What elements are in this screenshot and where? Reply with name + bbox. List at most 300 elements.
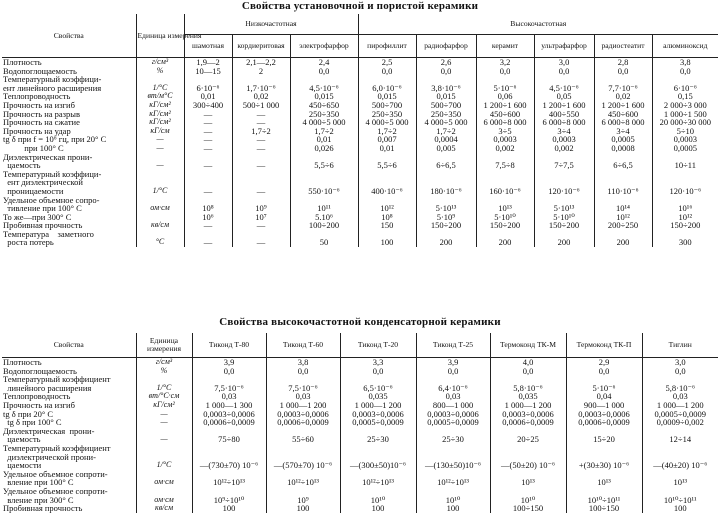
- cell-value: 10⁷: [232, 213, 290, 222]
- cell-value: 5·10⁻⁶: [566, 375, 642, 392]
- cell-value: 6,5·10⁻⁶: [340, 375, 416, 392]
- row-unit: вт/м°C: [136, 92, 184, 101]
- row-unit: 1/°C: [136, 375, 192, 392]
- cell-value: 500÷700: [358, 101, 416, 110]
- cell-value: 3,3: [340, 358, 416, 367]
- cell-value: 3,9: [416, 358, 490, 367]
- row-property: Прочность на сжатие: [3, 117, 80, 128]
- cell-value: 3,9: [192, 358, 266, 367]
- cell-value: 100: [266, 504, 340, 513]
- row-property: Теплопроводность: [3, 91, 71, 102]
- row-unit: %: [136, 367, 192, 376]
- row-property: Удельное объемное сопро- тивление при 100° C: [3, 194, 100, 214]
- cell-value: 5,5÷6: [290, 153, 358, 170]
- row-property: Диэлектрическая прони- цаемость: [3, 425, 95, 445]
- row-unit: °C: [136, 230, 184, 247]
- cell-value: 0,015: [358, 92, 416, 101]
- row-unit: кГ/см²: [136, 101, 184, 110]
- table-row: [2, 230, 718, 247]
- cell-value: 5·10¹³: [416, 196, 476, 213]
- cell-value: 400·10⁻⁶: [358, 170, 416, 196]
- cell-value: 0,05: [534, 92, 594, 101]
- table-row: [2, 170, 718, 196]
- cell-value: 6÷6,5: [594, 153, 652, 170]
- cell-value: —(130±50)10⁻⁶: [416, 444, 490, 470]
- cell-value: 3,8: [266, 358, 340, 367]
- row-unit: ом·см: [136, 487, 192, 504]
- row-unit: кГ/см²: [136, 110, 184, 119]
- row-unit: кГ/см²: [136, 401, 192, 410]
- header-material: алюминоксид: [652, 35, 718, 58]
- row-property: Прочность на разрыв: [3, 108, 80, 119]
- header-property: Свойства: [2, 14, 136, 58]
- cell-value: 20 000÷30 000: [652, 118, 718, 127]
- cell-value: —(730±70) 10⁻⁶: [192, 444, 266, 470]
- cell-value: 550·10⁻⁶: [290, 170, 358, 196]
- cell-value: —: [232, 110, 290, 119]
- cell-value: 6·10⁻⁶: [652, 75, 718, 92]
- cell-value: 10⁹: [232, 196, 290, 213]
- cell-value: 0,02: [594, 92, 652, 101]
- cell-value: 6÷6,5: [416, 153, 476, 170]
- header-group-low: Низкочастотная: [184, 14, 358, 35]
- cell-value: 12÷14: [642, 427, 718, 444]
- cell-value: 2,8: [594, 58, 652, 67]
- row-property: Температурный коэффициент линейного расширения: [3, 374, 111, 393]
- cell-value: 250÷350: [416, 110, 476, 119]
- cell-value: 10¹³: [566, 470, 642, 487]
- cell-value: 110·10⁻⁶: [594, 170, 652, 196]
- cell-value: 7,5÷8: [476, 153, 534, 170]
- row-unit: %: [136, 67, 184, 76]
- row-property: Температура заметного роста потерь: [3, 228, 94, 248]
- cell-value: 0,0: [192, 367, 266, 376]
- header-material: шамотная: [184, 35, 232, 58]
- cell-value: 250÷350: [358, 110, 416, 119]
- row-unit: ом·см: [136, 470, 192, 487]
- cell-value: 1 200÷1 600: [534, 101, 594, 110]
- cell-value: 0,0: [534, 67, 594, 76]
- row-unit: —: [136, 153, 184, 170]
- cell-value: 2 000÷3 000: [652, 101, 718, 110]
- row-property: tg δ при 20° C tg δ при 100° C: [3, 408, 62, 428]
- header-material: Тиконд Т-25: [416, 333, 490, 358]
- cell-value: 0,0: [290, 67, 358, 76]
- cell-value: 120·10⁻⁶: [534, 170, 594, 196]
- header-material: Тиглин: [642, 333, 718, 358]
- table-row: [2, 358, 718, 367]
- cell-value: 7,7·10⁻⁶: [594, 75, 652, 92]
- cell-value: 5·10¹³: [534, 196, 594, 213]
- cell-value: 1 200÷1 600: [594, 101, 652, 110]
- cell-value: 0,15: [652, 92, 718, 101]
- cell-value: 500÷1 000: [232, 101, 290, 110]
- cell-value: 0,0005 0,0008: [594, 135, 652, 152]
- table-row: [2, 153, 718, 170]
- header-material: керамит: [476, 35, 534, 58]
- cell-value: 0,0: [416, 67, 476, 76]
- cell-value: 0,04: [566, 392, 642, 401]
- table-row: [2, 375, 718, 392]
- cell-value: 0,035: [340, 392, 416, 401]
- row-unit: ом·см: [136, 196, 184, 213]
- cell-value: 0,035: [490, 392, 566, 401]
- cell-value: 450÷600: [594, 110, 652, 119]
- cell-value: 3÷4: [534, 127, 594, 136]
- row-unit: 1/°C: [136, 444, 192, 470]
- row-property: Теплопроводность: [3, 391, 71, 402]
- cell-value: —: [232, 170, 290, 196]
- cell-value: 1,9—2: [184, 58, 232, 67]
- cell-value: 10¹²÷10¹³: [266, 470, 340, 487]
- cell-value: 0,0: [358, 67, 416, 76]
- row-unit: кГ/см: [136, 127, 184, 136]
- cell-value: 0,0004 0,005: [416, 135, 476, 152]
- cell-value: 0,0: [642, 367, 718, 376]
- cell-value: 7÷7,5: [534, 153, 594, 170]
- cell-value: 10¹²÷10¹³: [192, 470, 266, 487]
- cell-value: 3,8·10⁻⁶: [416, 75, 476, 92]
- cell-value: 0,03: [416, 392, 490, 401]
- row-unit: кв/см: [136, 504, 192, 513]
- row-unit: —: [136, 427, 192, 444]
- cell-value: 5.10⁶: [290, 213, 358, 222]
- cell-value: —: [184, 170, 232, 196]
- cell-value: 5·10¹⁰: [476, 213, 534, 222]
- cell-value: 3,0: [534, 58, 594, 67]
- cell-value: 1 000—1 200: [490, 401, 566, 410]
- cell-value: 10¹⁶: [652, 196, 718, 213]
- cell-value: 0,01 0,026: [290, 135, 358, 152]
- cell-value: 5,5÷6: [358, 153, 416, 170]
- cell-value: 180·10⁻⁶: [416, 170, 476, 196]
- header-property: Свойства: [2, 333, 136, 358]
- cell-value: —: [232, 153, 290, 170]
- row-property: Пробивная прочность: [3, 220, 83, 231]
- cell-value: 0,0003 0,002: [476, 135, 534, 152]
- cell-value: 10¹³: [642, 470, 718, 487]
- cell-value: 450÷600: [476, 110, 534, 119]
- cell-value: 0,03: [642, 392, 718, 401]
- cell-value: —(570±70) 10⁻⁶: [266, 444, 340, 470]
- cell-value: 5,8·10⁻⁶: [642, 375, 718, 392]
- row-property: tg δ при f = 10⁶ гц, при 20° C при 100° C: [3, 134, 107, 153]
- cell-value: 10¹¹: [290, 196, 358, 213]
- cell-value: 0,015: [290, 92, 358, 101]
- header-material: ультрафарфор: [534, 35, 594, 58]
- cell-value: 5·10⁻⁶: [476, 75, 534, 92]
- cell-value: 0,007 0,01: [358, 135, 416, 152]
- cell-value: 0,015: [416, 92, 476, 101]
- cell-value: — —: [184, 135, 232, 152]
- cell-value: 400÷550: [534, 110, 594, 119]
- cell-value: 100: [642, 504, 718, 513]
- cell-value: 2,5: [358, 58, 416, 67]
- cell-value: —: [184, 153, 232, 170]
- table2-title: Свойства высокочастотной конденсаторной керамики: [219, 316, 501, 328]
- row-property: Температурный коэффициент диэлектрической прони- цаемости: [3, 442, 111, 471]
- cell-value: 0,01: [184, 92, 232, 101]
- row-unit: г/см³: [136, 58, 184, 67]
- cell-value: 0,0: [340, 367, 416, 376]
- cell-value: 2,1—2,2: [232, 58, 290, 67]
- cell-value: 5·10⁹: [416, 213, 476, 222]
- header-material: пирофиллит: [358, 35, 416, 58]
- cell-value: 1 000—1 300: [192, 401, 266, 410]
- cell-value: 450÷650: [290, 101, 358, 110]
- cell-value: 5,8·10⁻⁶: [490, 375, 566, 392]
- cell-value: 75÷80: [192, 427, 266, 444]
- cell-value: 160·10⁻⁶: [476, 170, 534, 196]
- cell-value: —: [184, 118, 232, 127]
- cell-value: 10÷11: [652, 153, 718, 170]
- cell-value: —(40±20) 10⁻⁶: [642, 444, 718, 470]
- table-installation-ceramics: [2, 14, 718, 247]
- cell-value: 200: [416, 230, 476, 247]
- cell-value: 300÷400: [184, 101, 232, 110]
- cell-value: 0,03: [266, 392, 340, 401]
- cell-value: 150: [358, 221, 416, 230]
- cell-value: 10¹³: [490, 470, 566, 487]
- cell-value: 0,02: [232, 92, 290, 101]
- cell-value: 6 000÷8 000: [594, 118, 652, 127]
- header-material: Тиконд Т-20: [340, 333, 416, 358]
- table-row: [2, 444, 718, 470]
- cell-value: 10¹²: [358, 196, 416, 213]
- cell-value: 150÷200: [476, 221, 534, 230]
- cell-value: 6 000÷8 000: [476, 118, 534, 127]
- table-row: [2, 427, 718, 444]
- cell-value: 0,0003 0,002: [534, 135, 594, 152]
- cell-value: 0,0003÷0,0006 0,0005÷0,0009: [416, 410, 490, 427]
- cell-value: 3,8: [652, 58, 718, 67]
- cell-value: 1 000—1 200: [642, 401, 718, 410]
- cell-value: 0,0: [490, 367, 566, 376]
- cell-value: 1 000÷1 500: [652, 110, 718, 119]
- cell-value: 10¹⁰÷10¹¹: [642, 487, 718, 504]
- cell-value: 10¹³: [476, 196, 534, 213]
- cell-value: 4 000÷5 000: [290, 118, 358, 127]
- cell-value: 0,0: [566, 367, 642, 376]
- cell-value: 100÷150: [566, 504, 642, 513]
- cell-value: 50: [290, 230, 358, 247]
- table-row: [2, 67, 718, 76]
- cell-value: 100: [358, 230, 416, 247]
- cell-value: 10¹²: [652, 213, 718, 222]
- cell-value: 1 000—1 200: [266, 401, 340, 410]
- cell-value: 10⁸: [358, 213, 416, 222]
- row-property: Температурный коэффици- ент линейного расширения: [3, 74, 102, 93]
- cell-value: —(300±50)10⁻⁶: [340, 444, 416, 470]
- cell-value: +(30±30) 10⁻⁶: [566, 444, 642, 470]
- cell-value: 10¹²: [594, 213, 652, 222]
- cell-value: 1 200÷1 600: [476, 101, 534, 110]
- cell-value: 10⁹: [266, 487, 340, 504]
- table-row: [2, 196, 718, 213]
- cell-value: 0,0: [652, 67, 718, 76]
- row-property: Удельное объемное сопроти- вление при 300° C: [3, 485, 108, 505]
- cell-value: 100: [416, 504, 490, 513]
- cell-value: 10¹⁰÷10¹¹: [566, 487, 642, 504]
- cell-value: —: [184, 230, 232, 247]
- row-unit: — —: [136, 135, 184, 152]
- cell-value: —: [184, 127, 232, 136]
- cell-value: 1,7÷2: [416, 127, 476, 136]
- cell-value: 4 000÷5 000: [358, 118, 416, 127]
- cell-value: 900—1 000: [566, 401, 642, 410]
- table-row: [2, 504, 718, 513]
- header-group-high: Высокочастотная: [358, 14, 718, 35]
- cell-value: 2,4: [290, 58, 358, 67]
- cell-value: 800—1 000: [416, 401, 490, 410]
- row-property: Водопоглощаемость: [3, 365, 77, 376]
- cell-value: 3÷5: [476, 127, 534, 136]
- cell-value: 0,0003 0,0005: [652, 135, 718, 152]
- cell-value: 55÷60: [266, 427, 340, 444]
- cell-value: —: [232, 118, 290, 127]
- cell-value: —: [184, 110, 232, 119]
- cell-value: 1,7÷2: [358, 127, 416, 136]
- cell-value: 150÷200: [652, 221, 718, 230]
- cell-value: 5·10¹⁰: [534, 213, 594, 222]
- table-row: [2, 410, 718, 427]
- table-row: [2, 58, 718, 67]
- table-row: [2, 470, 718, 487]
- cell-value: 2,6: [416, 58, 476, 67]
- row-unit: вт/°C·см: [136, 392, 192, 401]
- table-row: [2, 487, 718, 504]
- cell-value: 1,7÷2: [290, 127, 358, 136]
- cell-value: 10¹²÷10¹³: [416, 470, 490, 487]
- cell-value: 0,0003÷0,0006 0,0005÷0,0009: [340, 410, 416, 427]
- cell-value: 6,4·10⁻⁶: [416, 375, 490, 392]
- row-unit: кв/см: [136, 221, 184, 230]
- cell-value: 5÷10: [652, 127, 718, 136]
- cell-value: 0,0003÷0,0006 0,0006÷0,0009: [266, 410, 340, 427]
- cell-value: 25÷30: [416, 427, 490, 444]
- header-material: Термоконд ТК-М: [490, 333, 566, 358]
- row-unit: 1/°C: [136, 75, 184, 92]
- cell-value: 0,0: [416, 367, 490, 376]
- cell-value: 7,5·10⁻⁶: [192, 375, 266, 392]
- cell-value: 100÷200: [290, 221, 358, 230]
- cell-value: 1 000—1 200: [340, 401, 416, 410]
- row-property: Прочность на изгиб: [3, 99, 75, 110]
- cell-value: 10¹²÷10¹³: [340, 470, 416, 487]
- cell-value: 300: [652, 230, 718, 247]
- cell-value: 0,0003÷0,0006 0,0006÷0,0009: [192, 410, 266, 427]
- cell-value: 150÷200: [534, 221, 594, 230]
- cell-value: 0,0003÷0,0006 0,0006÷0,0009: [490, 410, 566, 427]
- cell-value: 4 000÷5 000: [416, 118, 476, 127]
- cell-value: 10¹⁰: [416, 487, 490, 504]
- cell-value: 2: [232, 67, 290, 76]
- cell-value: —: [184, 221, 232, 230]
- cell-value: 10—15: [184, 67, 232, 76]
- cell-value: 25÷30: [340, 427, 416, 444]
- table-row: [2, 221, 718, 230]
- table-capacitor-ceramics: [2, 333, 718, 513]
- cell-value: 200: [534, 230, 594, 247]
- row-unit: кГ/см²: [136, 118, 184, 127]
- row-property: Прочность на изгиб: [3, 399, 75, 410]
- cell-value: 100: [192, 504, 266, 513]
- cell-value: 120·10⁻⁶: [652, 170, 718, 196]
- cell-value: 6,0·10⁻⁶: [358, 75, 416, 92]
- cell-value: 100: [340, 504, 416, 513]
- table-row: [2, 75, 718, 92]
- row-unit: 1/°C: [136, 170, 184, 196]
- row-property: Прочность на удар: [3, 125, 71, 136]
- header-material: Термоконд ТК-П: [566, 333, 642, 358]
- cell-value: 2,9: [566, 358, 642, 367]
- cell-value: 4,0: [490, 358, 566, 367]
- cell-value: 10⁹÷10¹⁰: [192, 487, 266, 504]
- cell-value: 200÷250: [594, 221, 652, 230]
- row-property: Температурный коэффици- ент диэлектрической проницаемости: [3, 168, 102, 196]
- cell-value: 3÷4: [594, 127, 652, 136]
- cell-value: —(50±20) 10⁻⁶: [490, 444, 566, 470]
- header-material: электрофарфор: [290, 35, 358, 58]
- cell-value: 100÷150: [490, 504, 566, 513]
- cell-value: 0,0: [266, 367, 340, 376]
- cell-value: 4,5·10⁻⁶: [290, 75, 358, 92]
- row-unit: — —: [136, 410, 192, 427]
- table1-title: Свойства установочной и пористой керамики: [241, 0, 479, 12]
- table-row: [2, 118, 718, 127]
- row-property: Пробивная прочность: [3, 503, 83, 514]
- cell-value: —: [232, 230, 290, 247]
- cell-value: 10¹⁴: [594, 196, 652, 213]
- cell-value: 0,0005÷0,0009 0,0009÷0,002: [642, 410, 718, 427]
- header-material: кордиеритовая: [232, 35, 290, 58]
- cell-value: 0,0: [476, 67, 534, 76]
- cell-value: 6·10⁻⁶: [184, 75, 232, 92]
- row-property: То же—при 300° C: [3, 211, 72, 222]
- cell-value: 10¹⁰: [490, 487, 566, 504]
- row-property: Водопоглощаемость: [3, 65, 77, 76]
- header-material: Тиконд Т-80: [192, 333, 266, 358]
- cell-value: 6 000÷8 000: [534, 118, 594, 127]
- cell-value: 15÷20: [566, 427, 642, 444]
- cell-value: 200: [594, 230, 652, 247]
- header-material: радиостеатит: [594, 35, 652, 58]
- cell-value: 250÷350: [290, 110, 358, 119]
- cell-value: —: [232, 221, 290, 230]
- cell-value: 20÷25: [490, 427, 566, 444]
- row-property: Плотность: [3, 57, 42, 67]
- cell-value: 0,03: [192, 392, 266, 401]
- cell-value: 3,0: [642, 358, 718, 367]
- cell-value: 0,0003÷0,0006 0,0006÷0,0009: [566, 410, 642, 427]
- cell-value: 1,7÷2: [232, 127, 290, 136]
- cell-value: 3,2: [476, 58, 534, 67]
- cell-value: 200: [476, 230, 534, 247]
- row-property: Плотность: [3, 357, 42, 367]
- cell-value: 10⁸: [184, 196, 232, 213]
- header-unit: Единица измерения: [136, 14, 184, 58]
- header-unit: Единица измерения: [136, 333, 192, 358]
- cell-value: 0,0: [594, 67, 652, 76]
- cell-value: 500÷700: [416, 101, 476, 110]
- cell-value: 1,7·10⁻⁶: [232, 75, 290, 92]
- cell-value: 4,5·10⁻⁶: [534, 75, 594, 92]
- header-material: радиофарфор: [416, 35, 476, 58]
- row-property: Удельное объемное сопроти- вление при 100° C: [3, 468, 108, 488]
- cell-value: — —: [232, 135, 290, 152]
- cell-value: 10¹⁰: [340, 487, 416, 504]
- row-property: Диэлектрическая прони- цаемость: [3, 151, 93, 171]
